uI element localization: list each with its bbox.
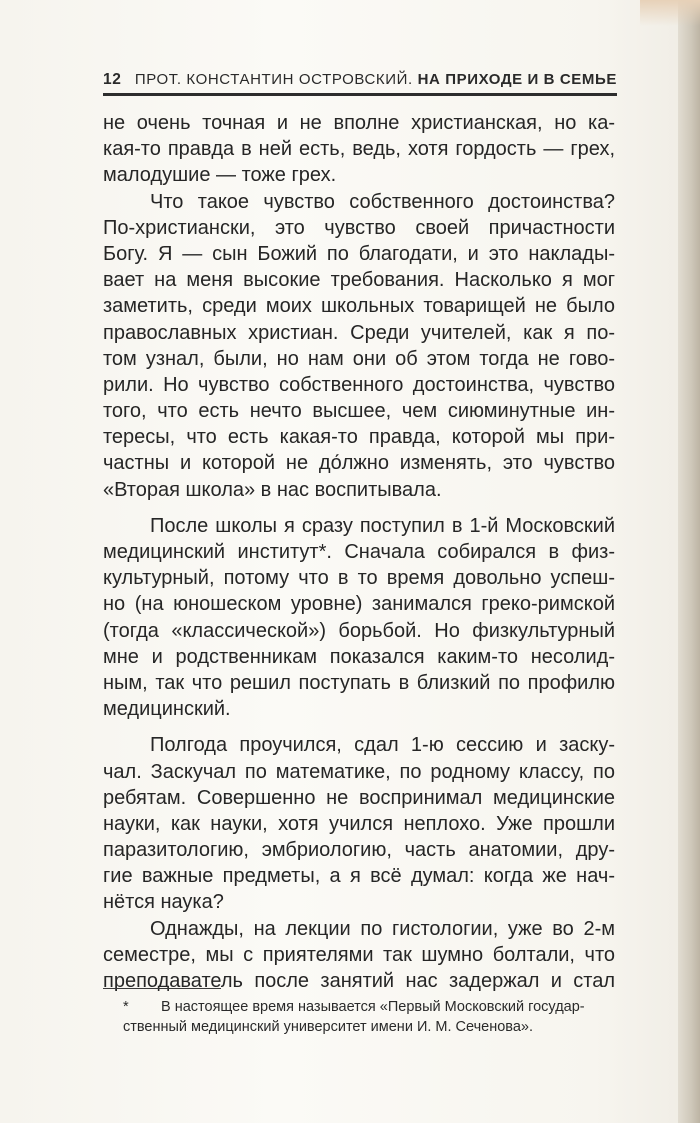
text-line: медицинский. [103, 698, 231, 721]
paragraph [103, 513, 615, 723]
text-line: кая-то правда в ней есть, ведь, хотя гордость — грех, [103, 138, 615, 161]
paragraph [103, 110, 615, 189]
page-number: 12 [103, 71, 122, 88]
header-book-title: НА ПРИХОДЕ И В СЕМЬЕ [417, 71, 617, 88]
body-text [103, 110, 615, 994]
text-line: не очень точная и не вполне христианская, но ка- [103, 112, 615, 134]
text-line: малодушие — тоже грех. [103, 164, 337, 187]
footnote [103, 997, 617, 1037]
footnote-marker: * [123, 999, 129, 1015]
text-line: науки, как науки, хотя учился неплохо. Уже прошли [103, 812, 615, 835]
text-line: ребятам. Совершенно не воспринимал медицинские [103, 786, 615, 809]
text-line: медицинский институт*. Сначала собирался в физ- [103, 541, 615, 563]
page-edge-shadow [678, 0, 700, 1123]
footnote-rule [103, 988, 221, 989]
footnote-line: ственный медицинский университет имени И. М. Сеченова». [123, 1019, 534, 1035]
paragraph [103, 916, 615, 995]
paragraph-gap [103, 503, 615, 513]
corner-stain [640, 0, 700, 26]
text-line: паразитологию, эмбриологию, часть анатомии, дру- [103, 839, 615, 862]
text-line: культурный, потому что в то время довольно успеш- [103, 567, 615, 590]
paragraph-gap [103, 722, 615, 732]
text-line: семестре, мы с приятелями так шумно болтали, что [103, 943, 615, 966]
running-header [103, 71, 617, 96]
text-line: чал. Заскучал по математике, по родному классу, по [103, 760, 615, 783]
text-line: рили. Но чувство собственного достоинства, чувство [103, 373, 615, 396]
text-line: тересы, что есть какая-то правда, которой мы при- [103, 426, 615, 449]
text-line: По-христиански, это чувство своей причастности [103, 216, 615, 239]
text-line: том узнал, были, но нам они об этом тогда не гово- [103, 347, 615, 370]
text-line: «Вторая школа» в нас воспитывала. [103, 478, 442, 501]
running-head [135, 71, 617, 88]
header-author: ПРОТ. КОНСТАНТИН ОСТРОВСКИЙ. [134, 71, 413, 88]
footnote-line: В настоящее время называется «Первый Московский государ- [161, 999, 585, 1015]
text-line: преподаватель после занятий нас задержал и стал [103, 970, 615, 992]
text-line: частны и которой не до́лжно изменять, это чувство [103, 452, 615, 475]
text-line: нётся наука? [103, 891, 224, 914]
text-line: Полгода проучился, сдал 1-ю сессию и заску- [150, 734, 615, 757]
paragraph [103, 732, 615, 915]
text-line: (тогда «классической») борьбой. Но физкультурный [103, 619, 615, 642]
text-line: того, что есть нечто высшее, чем сиюминутные ин- [103, 400, 615, 423]
text-line: вает на меня высокие требования. Насколько я мог [103, 269, 615, 292]
text-line: Богу. Я — сын Божий по благодати, и это наклады- [103, 242, 615, 265]
paragraph [103, 189, 615, 503]
text-line: православных христиан. Среди учителей, как я по- [103, 321, 615, 344]
text-line: Что такое чувство собственного достоинства? [150, 190, 615, 213]
text-line: ным, так что решил поступать в близкий по профилю [103, 671, 615, 694]
text-line: После школы я сразу поступил в 1-й Московский [150, 514, 615, 537]
text-line: мне и родственникам показался каким-то несолид- [103, 645, 615, 668]
text-line: заметить, среди моих школьных товарищей не было [103, 295, 615, 318]
text-line: Однажды, на лекции по гистологии, уже во 2-м [150, 917, 615, 940]
text-line: но (на юношеском уровне) занимался греко-римской [103, 593, 615, 616]
text-line: гие важные предметы, а я всё думал: когда же нач- [103, 865, 615, 888]
